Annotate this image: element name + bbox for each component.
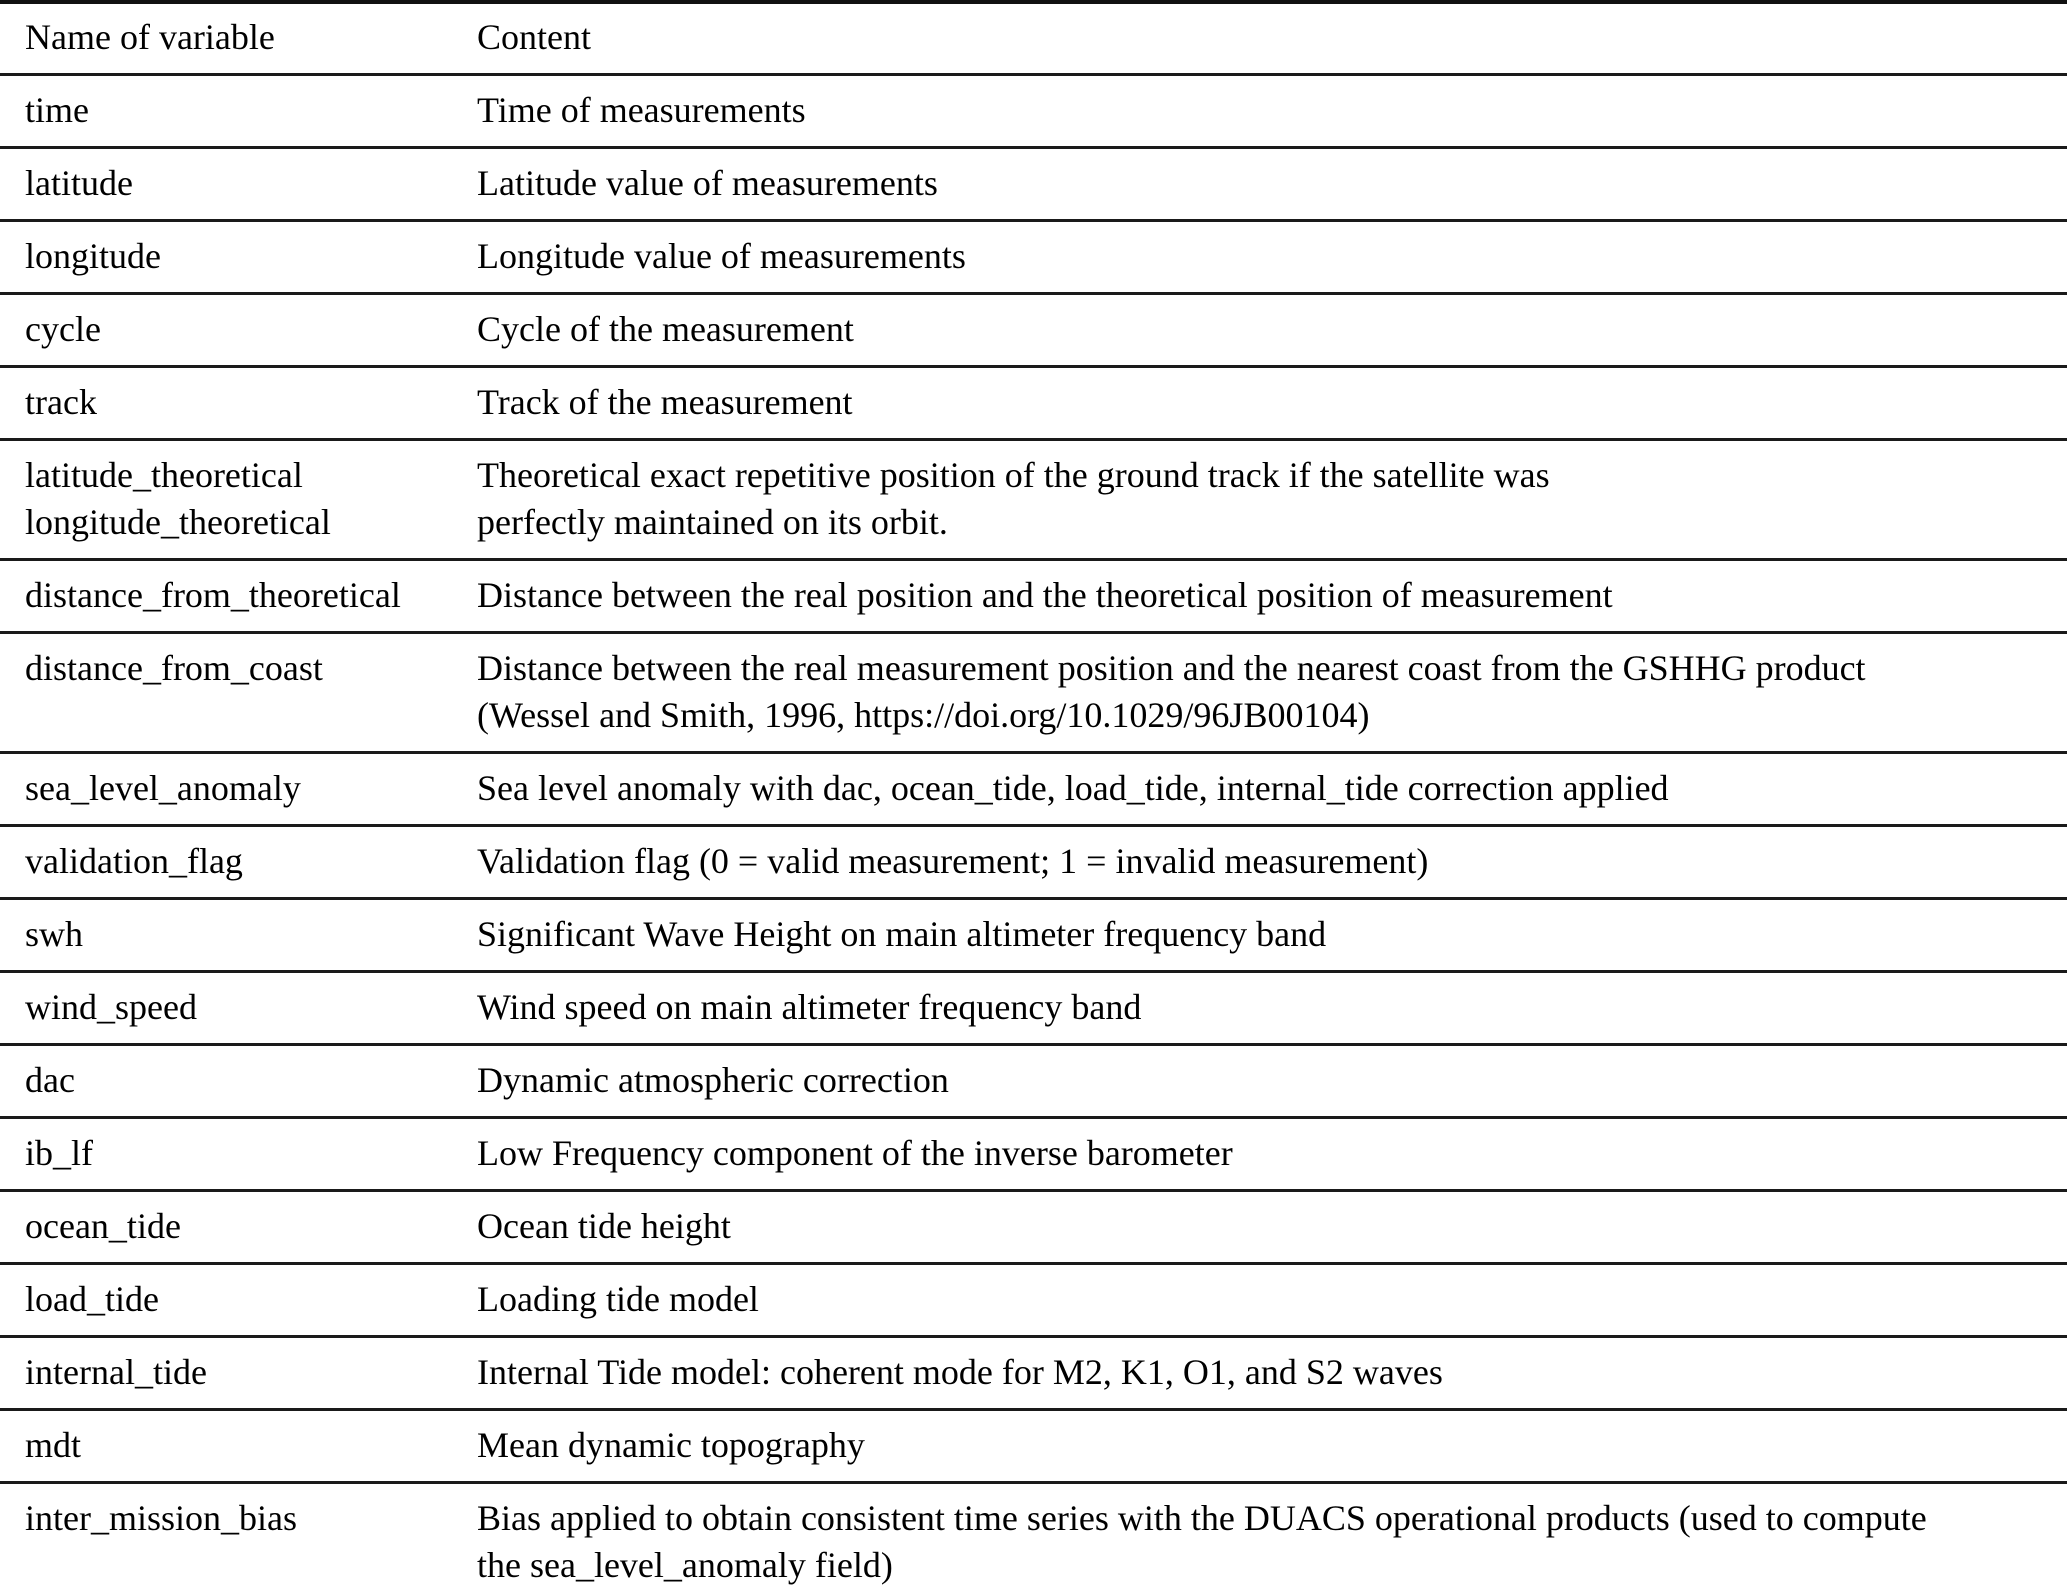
content-line: Significant Wave Height on main altimeter frequency band bbox=[477, 914, 1327, 954]
variable-name-cell bbox=[0, 972, 452, 1045]
content-line: Ocean tide height bbox=[477, 1206, 731, 1246]
content-line: Low Frequency component of the inverse barometer bbox=[477, 1133, 1233, 1173]
variable-name-line: inter_mission_bias bbox=[25, 1498, 297, 1538]
content-line: Dynamic atmospheric correction bbox=[477, 1060, 949, 1100]
variable-name-cell bbox=[0, 221, 452, 294]
variable-name-line: track bbox=[25, 382, 97, 422]
content-cell bbox=[452, 294, 2067, 367]
content-line: Bias applied to obtain consistent time series with the DUACS operational products (used to compute bbox=[477, 1498, 1927, 1538]
variable-name-cell bbox=[0, 1118, 452, 1191]
variable-name-line: time bbox=[25, 90, 89, 130]
content-line: Track of the measurement bbox=[477, 382, 853, 422]
variable-name-line: ocean_tide bbox=[25, 1206, 181, 1246]
content-line: Cycle of the measurement bbox=[477, 309, 854, 349]
content-cell bbox=[452, 1410, 2067, 1483]
table-row bbox=[0, 1410, 2067, 1483]
content-cell bbox=[452, 1118, 2067, 1191]
table-header bbox=[0, 2, 2067, 75]
content-line: Distance between the real measurement position and the nearest coast from the GSHHG product bbox=[477, 648, 1866, 688]
content-line: Latitude value of measurements bbox=[477, 163, 938, 203]
table-body bbox=[0, 75, 2067, 1589]
content-line: Distance between the real position and the theoretical position of measurement bbox=[477, 575, 1613, 615]
content-line: Loading tide model bbox=[477, 1279, 759, 1319]
table-row bbox=[0, 221, 2067, 294]
content-line: Validation flag (0 = valid measurement; 1 = invalid measurement) bbox=[477, 841, 1429, 881]
variable-name-cell bbox=[0, 633, 452, 753]
table-row bbox=[0, 1337, 2067, 1410]
variable-name-line: ib_lf bbox=[25, 1133, 93, 1173]
content-cell bbox=[452, 221, 2067, 294]
table-row bbox=[0, 148, 2067, 221]
variable-name-cell bbox=[0, 75, 452, 148]
content-cell bbox=[452, 440, 2067, 560]
table-row bbox=[0, 826, 2067, 899]
variable-name-line: distance_from_theoretical bbox=[25, 575, 401, 615]
variable-name-cell bbox=[0, 753, 452, 826]
content-line: Time of measurements bbox=[477, 90, 806, 130]
variable-name-cell bbox=[0, 826, 452, 899]
variable-name-cell bbox=[0, 1045, 452, 1118]
content-line: Longitude value of measurements bbox=[477, 236, 966, 276]
content-cell bbox=[452, 1264, 2067, 1337]
variable-name-line: distance_from_coast bbox=[25, 648, 323, 688]
variable-name-cell bbox=[0, 1337, 452, 1410]
variable-name-cell bbox=[0, 294, 452, 367]
variable-name-line: wind_speed bbox=[25, 987, 197, 1027]
content-line: (Wessel and Smith, 1996, https://doi.org/10.1029/96JB00104) bbox=[477, 695, 1370, 735]
table-header-row bbox=[0, 2, 2067, 75]
content-cell bbox=[452, 1191, 2067, 1264]
content-cell bbox=[452, 560, 2067, 633]
table-row bbox=[0, 1264, 2067, 1337]
column-header-name-of-variable: Name of variable bbox=[0, 2, 452, 75]
table-row bbox=[0, 294, 2067, 367]
variable-name-line: latitude_theoretical bbox=[25, 455, 303, 495]
variable-name-line: sea_level_anomaly bbox=[25, 768, 301, 808]
table-row bbox=[0, 899, 2067, 972]
variable-name-line: mdt bbox=[25, 1425, 82, 1465]
content-line: Mean dynamic topography bbox=[477, 1425, 865, 1465]
table-row bbox=[0, 367, 2067, 440]
variable-name-cell bbox=[0, 1483, 452, 1589]
table-row bbox=[0, 440, 2067, 560]
content-cell bbox=[452, 367, 2067, 440]
variable-name-cell bbox=[0, 367, 452, 440]
content-line: Theoretical exact repetitive position of the ground track if the satellite was bbox=[477, 455, 1550, 495]
content-cell bbox=[452, 148, 2067, 221]
column-header-content: Content bbox=[452, 2, 2067, 75]
variable-name-cell bbox=[0, 1410, 452, 1483]
table-row bbox=[0, 1191, 2067, 1264]
content-line: the sea_level_anomaly field) bbox=[477, 1545, 893, 1585]
content-line: Wind speed on main altimeter frequency band bbox=[477, 987, 1142, 1027]
variable-name-line: latitude bbox=[25, 163, 133, 203]
table-row bbox=[0, 1045, 2067, 1118]
content-cell bbox=[452, 75, 2067, 148]
content-cell bbox=[452, 972, 2067, 1045]
content-cell bbox=[452, 899, 2067, 972]
content-cell bbox=[452, 753, 2067, 826]
variable-name-cell bbox=[0, 440, 452, 560]
variable-name-line: load_tide bbox=[25, 1279, 159, 1319]
variable-name-line: cycle bbox=[25, 309, 101, 349]
content-cell bbox=[452, 826, 2067, 899]
content-cell bbox=[452, 1483, 2067, 1589]
table-row bbox=[0, 633, 2067, 753]
table-row bbox=[0, 753, 2067, 826]
table-row bbox=[0, 560, 2067, 633]
content-cell bbox=[452, 633, 2067, 753]
variable-name-line: dac bbox=[25, 1060, 75, 1100]
variable-name-cell bbox=[0, 1191, 452, 1264]
variable-name-cell bbox=[0, 560, 452, 633]
content-line: Sea level anomaly with dac, ocean_tide, load_tide, internal_tide correction applied bbox=[477, 768, 1669, 808]
content-line: Internal Tide model: coherent mode for M2, K1, O1, and S2 waves bbox=[477, 1352, 1443, 1392]
variable-name-line: validation_flag bbox=[25, 841, 243, 881]
variable-name-cell bbox=[0, 148, 452, 221]
table-row bbox=[0, 1118, 2067, 1191]
variable-name-line: internal_tide bbox=[25, 1352, 207, 1392]
variable-name-cell bbox=[0, 1264, 452, 1337]
table-row bbox=[0, 972, 2067, 1045]
content-line: perfectly maintained on its orbit. bbox=[477, 502, 948, 542]
variable-name-line: swh bbox=[25, 914, 84, 954]
variable-name-line: longitude_theoretical bbox=[25, 502, 331, 542]
content-cell bbox=[452, 1045, 2067, 1118]
content-cell bbox=[452, 1337, 2067, 1410]
table-row bbox=[0, 75, 2067, 148]
table-row bbox=[0, 1483, 2067, 1589]
variable-name-line: longitude bbox=[25, 236, 161, 276]
variable-name-cell bbox=[0, 899, 452, 972]
